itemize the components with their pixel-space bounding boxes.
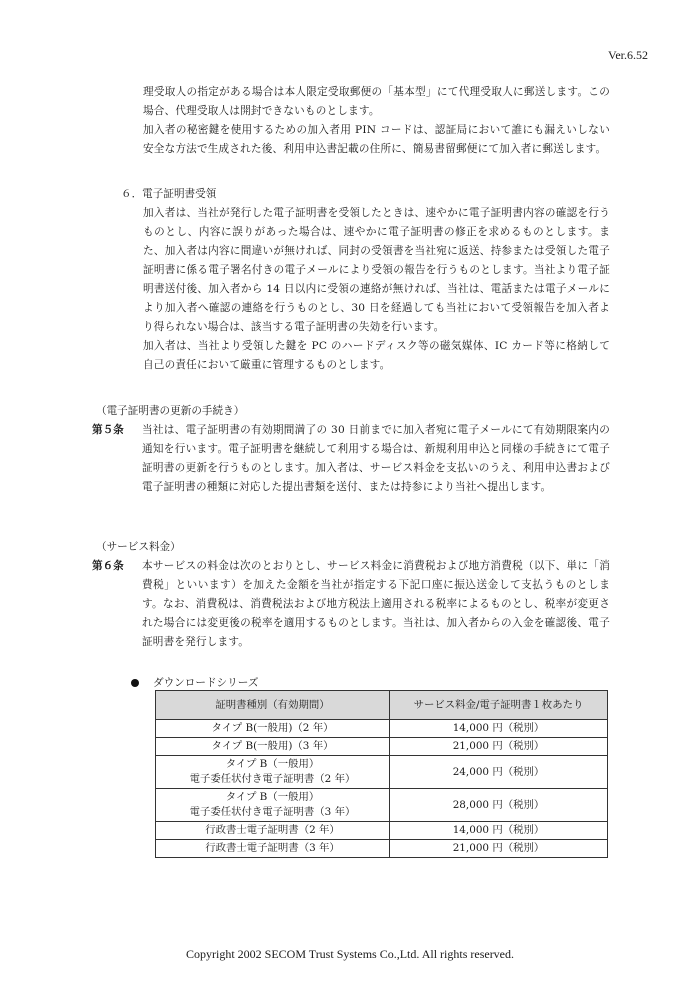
article-5-text: 当社は、電子証明書の有効期間満了の 30 日前までに加入者宛に電子メールにて有効期限案内の通知を行います。電子証明書を継続して利用する場合は、新規利用申込と同様の手続きにて電子証明書の更新を行うものとします。加入者は、サービス料金を支払いのうえ、利用申込書および電子証明書の種類に対応した提出書類を送付、または持参により当社へ提出します。 (142, 424, 610, 493)
table-row (156, 738, 608, 756)
article-6-label: 第６条 (92, 560, 124, 572)
price-list-title: ダウンロードシリーズ (153, 677, 259, 689)
certificate-type-cell (156, 822, 390, 840)
section-6-paragraph-2: 加入者は、当社より受領した鍵を PC のハードディスク等の磁気媒体、IC カード等に格納して自己の責任において厳重に管理するものとします。 (143, 340, 610, 371)
copyright-footer: Copyright 2002 SECOM Trust Systems Co.,Ltd. All rights reserved. (185, 947, 515, 961)
certificate-type-line-1: 行政書士電子証明書（3 年） (205, 842, 340, 854)
price-cell: 21,000 円（税別） (390, 840, 608, 858)
table-header-row (156, 691, 608, 720)
certificate-type-cell (156, 738, 390, 756)
table-row (156, 720, 608, 738)
intro-paragraph-2: 加入者の秘密鍵を使用するための加入者用 PIN コードは、認証局において誰にも漏えいしない安全な方法で生成された後、利用申込書記載の住所に、簡易書留郵便にて加入者に郵送します。 (143, 124, 610, 155)
certificate-type-line-1: タイプ B(一般用)（3 年） (211, 740, 334, 752)
certificate-type-line-1: 行政書士電子証明書（2 年） (205, 824, 340, 836)
certificate-type-line-1: タイプ B（一般用） (225, 758, 320, 770)
certificate-type-cell (156, 840, 390, 858)
certificate-type-cell (156, 720, 390, 738)
article-5-label: 第５条 (92, 424, 124, 436)
price-cell: 14,000 円（税別） (390, 720, 608, 738)
table-row (156, 822, 608, 840)
section-6-title: ６．電子証明書受領 (121, 188, 217, 200)
price-cell: 21,000 円（税別） (390, 738, 608, 756)
table-header-type: 証明書種別（有効期間） (156, 691, 390, 720)
article-6-heading: （サービス料金） (96, 541, 181, 553)
price-list-heading (131, 675, 258, 690)
certificate-type-line-1: タイプ B(一般用)（2 年） (211, 722, 334, 734)
table-row (156, 789, 608, 822)
certificate-type-cell (156, 789, 390, 822)
certificate-type-line-1: タイプ B（一般用） (225, 791, 320, 803)
intro-paragraph-1: 理受取人の指定がある場合は本人限定受取郵便の「基本型」にて代理受取人に郵送します。この場合、代理受取人は開封できないものとします。 (143, 86, 610, 117)
price-cell: 24,000 円（税別） (390, 756, 608, 789)
table-header-price: サービス料金/電子証明書１枚あたり (390, 691, 608, 720)
price-table (155, 690, 608, 858)
table-row (156, 756, 608, 789)
bullet-icon (131, 679, 139, 687)
article-5-heading: （電子証明書の更新の手続き） (96, 405, 245, 417)
certificate-type-cell (156, 756, 390, 789)
section-6-paragraph-1: 加入者は、当社が発行した電子証明書を受領したときは、速やかに電子証明書内容の確認を行うものとし、内容に誤りがあった場合は、速やかに電子証明書の修正を求めるものとします。また、加入者は内容に間違いが無ければ、同封の受領書を当社宛に返送、持参または受領した電子証明書に係る電子署名付きの電子メールにより受領の報告を行うものとします。当社より電子証明書送付後、加入者から 14 日以内に受領の連絡が無ければ、当社は、電話または電子メールにより加入者へ確認の連絡を行うものとし、30 日を経過しても当社において受領報告を加入者より得られない場合は、該当する電子証明書の失効を行います。 (143, 207, 610, 333)
certificate-type-line-2: 電子委任状付き電子証明書（2 年） (189, 773, 356, 785)
price-cell: 14,000 円（税別） (390, 822, 608, 840)
table-row (156, 840, 608, 858)
price-cell: 28,000 円（税別） (390, 789, 608, 822)
certificate-type-line-2: 電子委任状付き電子証明書（3 年） (189, 806, 356, 818)
article-6-text: 本サービスの料金は次のとおりとし、サービス料金に消費税および地方消費税（以下、単に「消費税」といいます）を加えた金額を当社が指定する下記口座に振込送金して支払うものとします。なお、消費税は、消費税法および地方税法上適用される税率によるものとし、税率が変更された場合には変更後の税率を適用するものとします。当社は、加入者からの入金を確認後、電子証明書を発行します。 (142, 560, 610, 648)
version-label: Ver.6.52 (608, 48, 648, 62)
